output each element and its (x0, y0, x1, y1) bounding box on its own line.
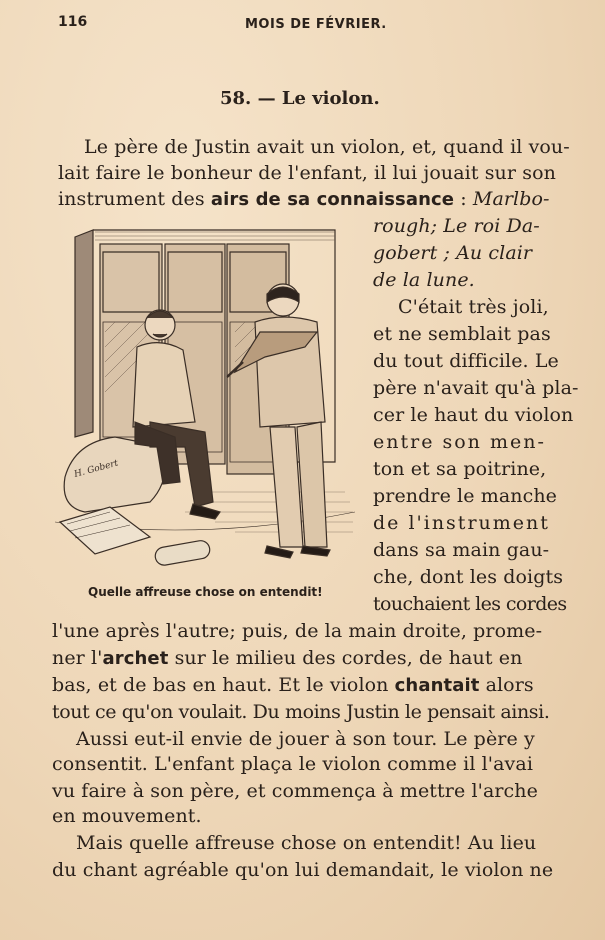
text-line: et ne semblait pas (373, 323, 551, 345)
illustration-caption: Quelle affreuse chose on entendit! (88, 585, 323, 599)
text-line: gobert ; Au clair (373, 242, 533, 264)
text-line: Le père de Justin avait un violon, et, quand il vou- (84, 136, 570, 158)
text-line: père n'avait qu'à pla- (373, 377, 579, 399)
text-line: du chant agréable qu'on lui demandait, le violon ne (52, 859, 554, 881)
text-line: instrument des airs de sa connaissance : Marlbo- (58, 188, 550, 210)
text-line: rough; Le roi Da- (373, 215, 540, 237)
text-line: cer le haut du violon (373, 404, 574, 426)
text-line: en mouvement. (52, 805, 202, 827)
text-line: du tout difficile. Le (373, 350, 559, 372)
running-head: MOIS DE FÉVRIER. (245, 17, 387, 32)
text-line: Mais quelle affreuse chose on entendit! Au lieu (76, 832, 537, 854)
text-line: ner l'archet sur le milieu des cordes, de haut en (52, 647, 523, 669)
illustration-signature: H. Gobert (73, 458, 120, 480)
text-line: Aussi eut-il envie de jouer à son tour. Le père y (76, 728, 535, 750)
text-line: che, dont les doigts (373, 566, 564, 588)
text-line: l'une après l'autre; puis, de la main droite, prome- (52, 620, 543, 642)
emphasis: airs de sa connaissance (210, 189, 455, 210)
emphasis: archet (102, 648, 169, 669)
text-line: tout ce qu'on voulait. Du moins Justin le pensait ainsi. (52, 701, 550, 723)
text-line: bas, et de bas en haut. Et le violon chantait alors (52, 674, 534, 696)
text-line: C'était très joli, (398, 296, 549, 318)
text-line: dans sa main gau- (373, 539, 550, 561)
violin-scene-illustration (55, 222, 355, 577)
emphasis: chantait (394, 675, 480, 696)
text-line: de la lune. (373, 269, 475, 291)
chapter-title: 58. — Le violon. (220, 88, 380, 109)
text-line: vu faire à son père, et commença à mettre l'arche (52, 780, 538, 802)
text-line: entre son men- (373, 431, 546, 453)
text-line: prendre le manche (373, 485, 558, 507)
text-line: lait faire le bonheur de l'enfant, il lui jouait sur son (58, 162, 556, 184)
text-line: touchaient les cordes (373, 593, 567, 615)
text-line: consentit. L'enfant plaça le violon comme il l'avai (52, 753, 533, 775)
page-number: 116 (58, 14, 88, 30)
text-line: de l'instrument (373, 512, 550, 534)
text-line: ton et sa poitrine, (373, 458, 547, 480)
